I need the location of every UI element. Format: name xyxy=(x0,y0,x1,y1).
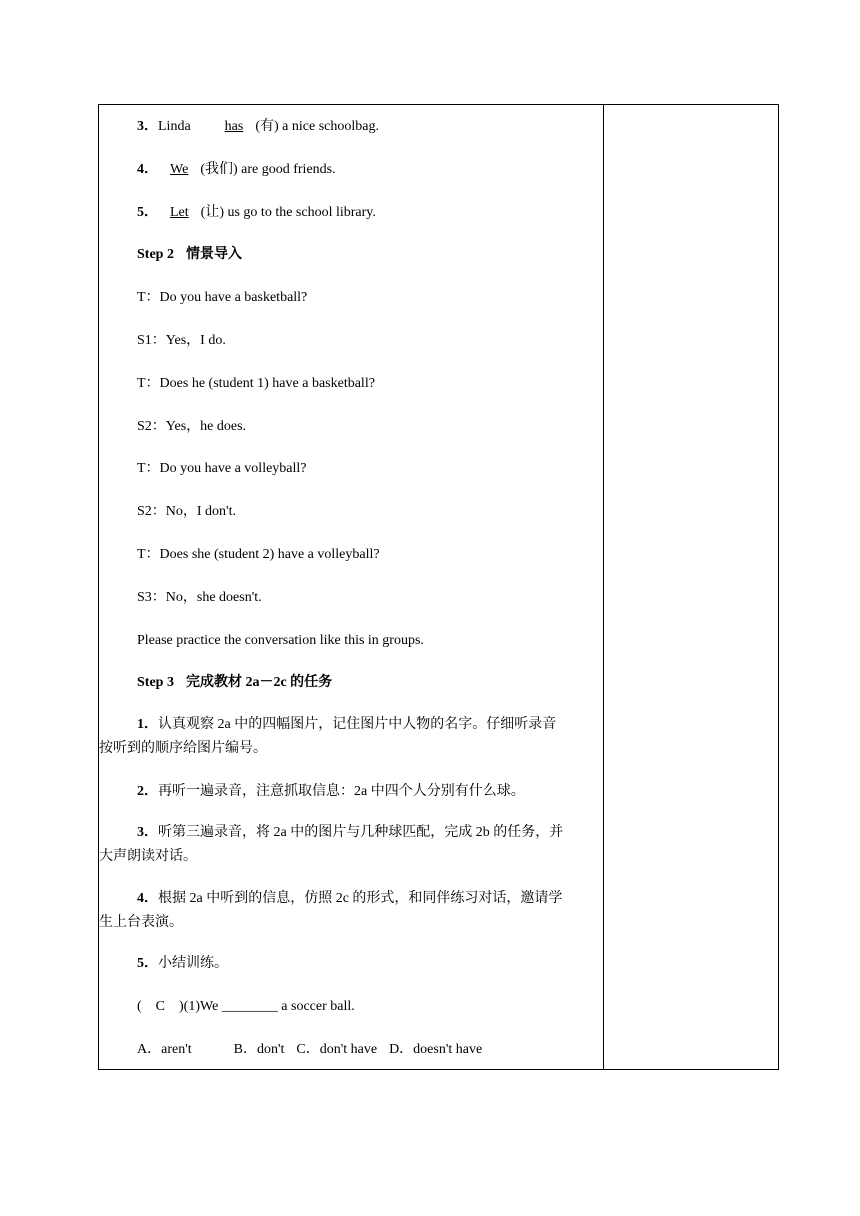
practice-instruction: Please practice the conversation like this in groups. xyxy=(137,633,424,648)
step-label: Step 3 xyxy=(137,675,174,690)
option-a: A．aren't xyxy=(137,1042,192,1057)
exercise-post: are good friends. xyxy=(241,162,336,177)
quiz-question: ( C )(1)We ________ a soccer ball. xyxy=(137,999,355,1014)
task-text-cont: 按听到的顺序给图片编号。 xyxy=(99,741,267,756)
task-number: 2． xyxy=(137,784,158,799)
task-text-cont: 大声朗读对话。 xyxy=(99,849,197,864)
chinese-hint: (有) xyxy=(255,119,279,134)
exercise-post: us go to the school library. xyxy=(227,205,376,220)
dialogue-line: T：Do you have a basketball? xyxy=(137,290,308,305)
task-text: 认真观察 2a 中的四幅图片，记住图片中人物的名字。仔细听录音 xyxy=(158,717,557,732)
step-title: 情景导入 xyxy=(185,247,242,262)
task-item-3 xyxy=(99,821,595,869)
dialogue-line: S3：No，she doesn't. xyxy=(137,590,262,605)
notes-cell xyxy=(604,105,778,1069)
exercise-number: 5． xyxy=(137,205,158,220)
task-text: 根据 2a 中听到的信息，仿照 2c 的形式，和同伴练习对话，邀请学 xyxy=(158,891,563,906)
task-item-5 xyxy=(137,952,595,976)
answer-word: Let xyxy=(170,205,189,220)
exercise-line-3 xyxy=(137,116,595,138)
task-number: 1． xyxy=(137,717,158,732)
content-cell xyxy=(99,105,604,1069)
exercise-pre: Linda xyxy=(158,119,191,134)
exercise-number: 4． xyxy=(137,162,158,177)
step2-heading xyxy=(137,244,595,266)
option-c: C．don't have xyxy=(296,1042,378,1057)
dialogue-line: S2：Yes，he does. xyxy=(137,419,247,434)
step-title: 完成教材 2a－2c 的任务 xyxy=(185,675,333,690)
task-text: 再听一遍录音，注意抓取信息：2a 中四个人分别有什么球。 xyxy=(158,784,525,799)
answer-word: We xyxy=(170,162,189,177)
dialogue-line: T：Does she (student 2) have a volleyball? xyxy=(137,547,380,562)
exercise-line-4 xyxy=(137,159,595,181)
task-text-cont: 生上台表演。 xyxy=(99,915,183,930)
chinese-hint: (让) xyxy=(200,205,224,220)
dialogue-line: S2：No，I don't. xyxy=(137,504,236,519)
exercise-line-5 xyxy=(137,202,595,224)
lesson-table xyxy=(98,104,779,1070)
task-text: 听第三遍录音，将 2a 中的图片与几种球匹配，完成 2b 的任务，并 xyxy=(158,825,564,840)
task-text: 小结训练。 xyxy=(158,956,228,971)
option-d: D．doesn't have xyxy=(389,1042,483,1057)
dialogue-line: S1：Yes，I do. xyxy=(137,333,226,348)
exercise-number: 3． xyxy=(137,119,158,134)
task-item-1 xyxy=(99,713,595,761)
step-label: Step 2 xyxy=(137,247,174,262)
task-item-2 xyxy=(137,780,595,804)
step3-heading xyxy=(137,672,595,694)
quiz-options xyxy=(137,1039,595,1061)
option-b: B．don't xyxy=(233,1042,285,1057)
chinese-hint: (我们) xyxy=(200,162,238,177)
exercise-post: a nice schoolbag. xyxy=(282,119,379,134)
task-number: 3． xyxy=(137,825,158,840)
dialogue-line: T：Does he (student 1) have a basketball? xyxy=(137,376,375,391)
answer-word: has xyxy=(224,119,244,134)
task-number: 4． xyxy=(137,891,158,906)
task-number: 5． xyxy=(137,956,158,971)
task-item-4 xyxy=(99,887,595,935)
dialogue-line: T：Do you have a volleyball? xyxy=(137,461,307,476)
